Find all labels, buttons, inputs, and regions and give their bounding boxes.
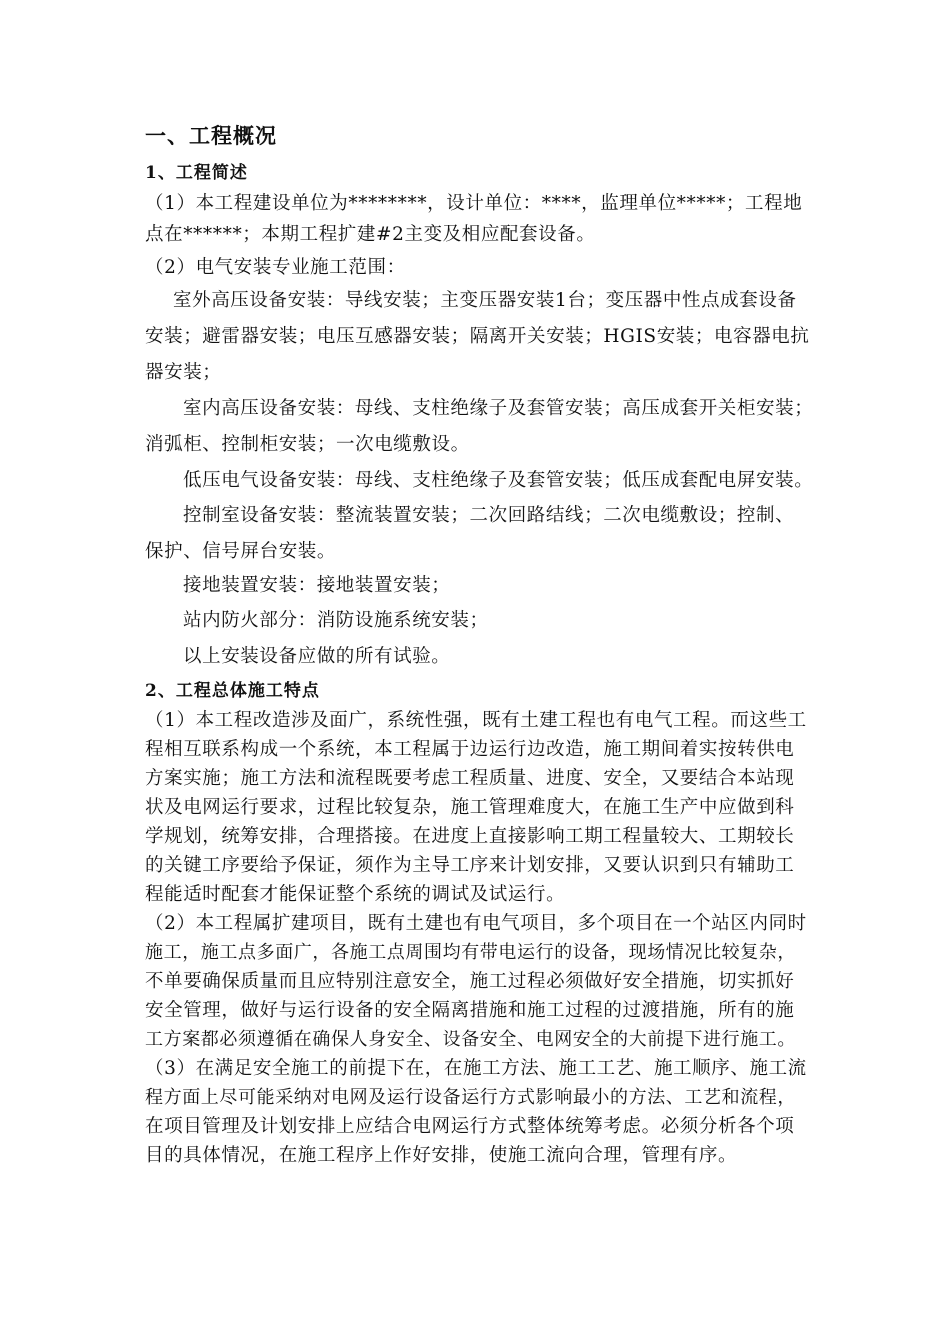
paragraph-line: 接地装置安装：接地装置安装； [183, 575, 451, 596]
scope-heading: （2）电气安装专业施工范围： [145, 257, 406, 278]
paragraph-line: 程能适时配套才能保证整个系统的调试及试运行。 [145, 884, 566, 905]
paragraph-line: 方案实施；施工方法和流程既要考虑工程质量、进度、安全，又要结合本站现 [145, 768, 795, 789]
paragraph-line: 控制室设备安装：整流装置安装；二次回路结线；二次电缆敷设；控制、 [183, 505, 795, 526]
paragraph-line: 程方面上尽可能采纳对电网及运行设备运行方式影响最小的方法、工艺和流程， [145, 1087, 796, 1108]
paragraph-line: 保护、信号屏台安装。 [145, 541, 337, 562]
paragraph-line: 的关键工序要给予保证，须作为主导工序来计划安排，又要认识到只有辅助工 [145, 855, 795, 876]
paragraph-line: 以上安装设备应做的所有试验。 [183, 646, 451, 667]
paragraph-line: 安装；避雷器安装；电压互感器安装；隔离开关安装；HGIS安装；电容器电抗 [145, 326, 810, 347]
section-2-heading: 2、工程总体施工特点 [145, 681, 320, 701]
paragraph-line: 在项目管理及计划安排上应结合电网运行方式整体统筹考虑。必须分析各个项 [145, 1116, 795, 1137]
paragraph-line: 室内高压设备安装：母线、支柱绝缘子及套管安装；高压成套开关柜安装； [183, 398, 814, 419]
paragraph-line: 站内防火部分：消防设施系统安装； [183, 610, 489, 631]
section-1-heading: 1、工程简述 [145, 163, 248, 183]
paragraph-line: 不单要确保质量而且应特别注意安全，施工过程必须做好安全措施，切实抓好 [145, 971, 795, 992]
paragraph-line: （2）本工程属扩建项目，既有土建也有电气项目，多个项目在一个站区内同时 [145, 913, 807, 934]
paragraph-line: （1）本工程建设单位为********，设计单位：****，监理单位*****；工程地 [145, 193, 803, 214]
paragraph-line: （3）在满足安全施工的前提下在，在施工方法、施工工艺、施工顺序、施工流 [145, 1058, 807, 1079]
paragraph-line: 消弧柜、控制柜安装；一次电缆敷设。 [145, 434, 470, 455]
paragraph-line: （1）本工程改造涉及面广，系统性强，既有土建工程也有电气工程。而这些工 [145, 710, 807, 731]
paragraph-line: 学规划，统筹安排，合理搭接。在进度上直接影响工期工程量较大、工期较长 [145, 826, 795, 847]
paragraph-line: 状及电网运行要求，过程比较复杂，施工管理难度大，在施工生产中应做到科 [145, 797, 795, 818]
paragraph-line: 安全管理，做好与运行设备的安全隔离措施和施工过程的过渡措施，所有的施 [145, 1000, 795, 1021]
paragraph-line: 施工，施工点多面广，各施工点周围均有带电运行的设备，现场情况比较复杂， [145, 942, 796, 963]
paragraph-line: 器安装； [145, 362, 222, 383]
paragraph-line: 目的具体情况，在施工程序上作好安排，使施工流向合理，管理有序。 [145, 1145, 738, 1166]
paragraph-line: 程相互联系构成一个系统，本工程属于边运行边改造，施工期间着实按转供电 [145, 739, 795, 760]
page-title: 一、工程概况 [145, 123, 277, 148]
paragraph-line: 点在******；本期工程扩建#2主变及相应配套设备。 [145, 224, 596, 245]
paragraph-line: 工方案都必须遵循在确保人身安全、设备安全、电网安全的大前提下进行施工。 [145, 1029, 796, 1050]
paragraph-line: 室外高压设备安装：导线安装；主变压器安装1台；变压器中性点成套设备 [173, 290, 797, 311]
paragraph-line: 低压电气设备安装：母线、支柱绝缘子及套管安装；低压成套配电屏安装。 [183, 470, 814, 491]
